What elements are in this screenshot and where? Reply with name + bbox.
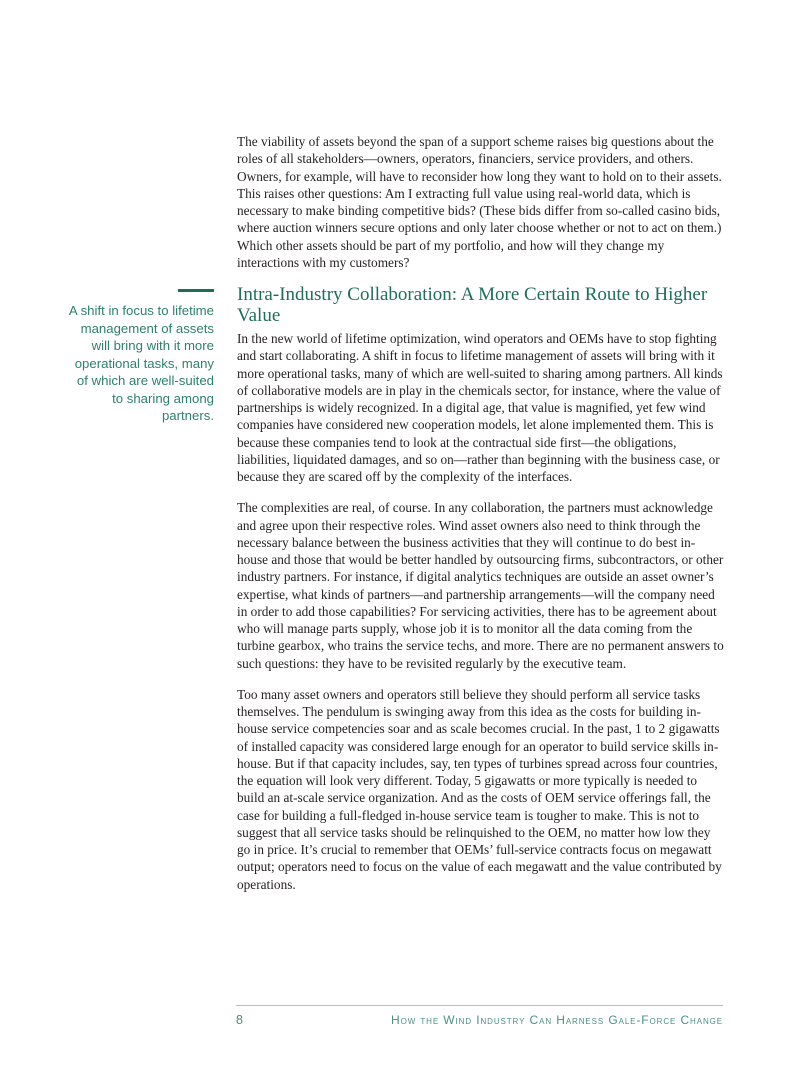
body-paragraph: The complexities are real, of course. In any collaboration, the partners must acknowledge and agree upon their respective roles. Wind asset owners also need to think through the necessary balance between the business activities that they will continue to do best in-house and those that would be better handled by outsourcing firms, subcontractors, or other industry partners. For instance, if digital analytics techniques are outside an asset owner’s expertise, what kinds of partners—and partnership arrangements—will the company need in order to add those capabilities? For servicing activities, there has to be agreement about who will manage parts supply, whose job it is to monitor all the data coming from the turbine gearbox, who trains the service techs, and more. There are no permanent answers to such questions: they have to be revisited regularly by the executive team. <box>237 500 724 671</box>
footer-row <box>236 1013 723 1027</box>
body-paragraph: In the new world of lifetime optimization, wind operators and OEMs have to stop fighting and start collaborating. A shift in focus to lifetime management of assets will bring with it more operational tasks, many of which are well-suited to sharing among partners. All kinds of collaborative models are in play in the chemicals sector, for instance, where the value of partnerships is widely recognized. In a digital age, that value is magnified, yet few wind companies have considered new cooperation models, let alone implemented them. This is because these companies tend to look at the contractual side first—the obligations, liabilities, liquidated damages, and so on—rather than beginning with the business case, or because they are scared off by the complexity of the interfaces. <box>237 331 723 484</box>
section-heading: Intra-Industry Collaboration: A More Certain Route to Higher Value <box>237 284 708 326</box>
pull-quote-rule <box>178 289 214 292</box>
intro-paragraph: The viability of assets beyond the span of a support scheme raises big questions about the roles of all stakeholders—owners, operators, financiers, service providers, and others. Owners, for example, will have to reconsider how long they want to hold on to their assets. This raises other questions: Am I extracting full value using real-world data, which is necessary to make binding competitive bids? (These bids differ from so-called casino bids, where auction winners secure options and only later choose whether or not to act on them.) Which other assets should be part of my portfolio, and how will they change my interactions with my customers? <box>237 134 722 270</box>
page-number: 8 <box>236 1013 243 1027</box>
margin-pull-quote <box>68 289 214 425</box>
footer-rule <box>236 1005 723 1006</box>
pull-quote-text: A shift in focus to lifetime management of assets will bring with it more operational tasks, many of which are well-suited to sharing among partners. <box>68 303 214 423</box>
body-paragraph: Too many asset owners and operators still believe they should perform all service tasks themselves. The pendulum is swinging away from this idea as the costs for building in-house service competencies soar and as scale becomes crucial. In the past, 1 to 2 gigawatts of installed capacity was considered large enough for an operator to build service skills in-house. But if that capacity includes, say, ten types of turbines spread across four countries, the equation will look very different. Today, 5 gigawatts or more typically is needed to build an at-scale service organization. And as the costs of OEM service offerings fall, the case for building a full-fledged in-house service team is tougher to make. This is not to suggest that all service tasks should be relinquished to the OEM, no matter how low they go in price. It’s crucial to remember that OEMs’ full-service contracts focus on megawatt output; operators need to focus on the value of each megawatt and the value contributed by operations. <box>237 686 722 892</box>
running-title: How the Wind Industry Can Harness Gale-Force Change <box>391 1013 723 1027</box>
page-footer <box>236 1005 723 1027</box>
main-text-column <box>237 133 724 907</box>
